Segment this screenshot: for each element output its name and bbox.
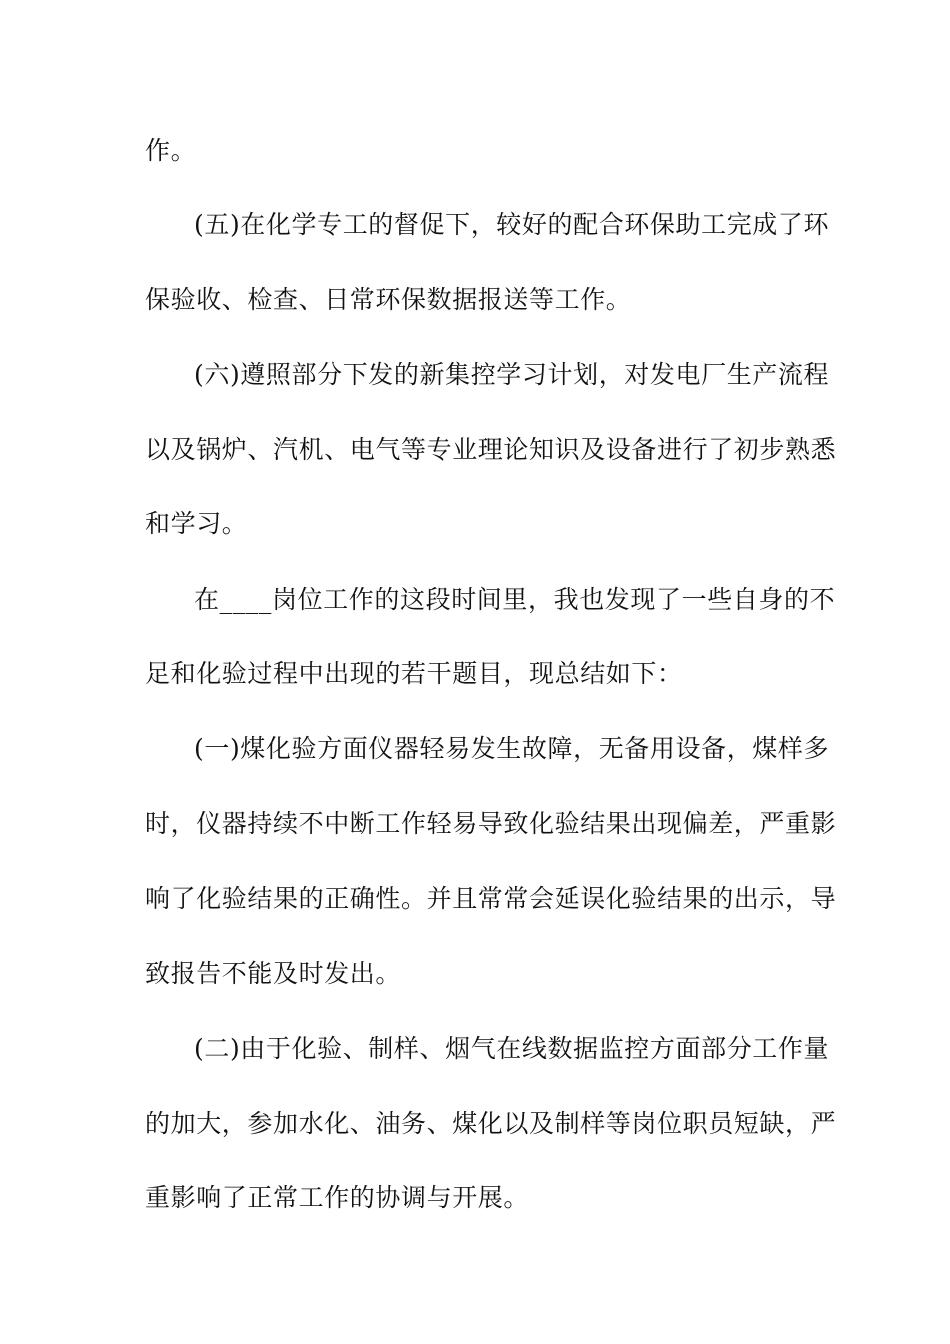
issue-1-line-2: 时，仪器持续不中断工作轻易导致化验结果出现偏差，严重影 [145,809,837,838]
text-line: 作。 [145,136,197,165]
paragraph-5-line-2: 保验收、检查、日常环保数据报送等工作。 [145,285,632,314]
summary-intro-line-2: 足和化验过程中出现的若干题目，现总结如下： [145,659,683,688]
issue-2-line-2: 的加大，参加水化、油务、煤化以及制样等岗位职员短缺，严 [145,1109,837,1138]
issue-2-line-1: (二)由于化验、制样、烟气在线数据监控方面部分工作量 [194,1034,830,1063]
issue-2-line-3: 重影响了正常工作的协调与开展。 [145,1183,530,1212]
issue-1-line-4: 致报告不能及时发出。 [145,959,402,988]
paragraph-6-line-1: (六)遵照部分下发的新集控学习计划，对发电厂生产流程 [194,360,830,389]
summary-intro-line-1: 在____岗位工作的这段时间里，我也发现了一些自身的不 [194,585,836,614]
paragraph-6-line-2: 以及锅炉、汽机、电气等专业理论知识及设备进行了初步熟悉 [145,435,837,464]
issue-1-line-3: 响了化验结果的正确性。并且常常会延误化验结果的出示，导 [145,884,837,913]
paragraph-5-line-1: (五)在化学专工的督促下，较好的配合环保助工完成了环 [194,210,830,239]
paragraph-6-line-3: 和学习。 [145,509,248,538]
issue-1-line-1: (一)煤化验方面仪器轻易发生故障，无备用设备，煤样多 [194,734,830,763]
